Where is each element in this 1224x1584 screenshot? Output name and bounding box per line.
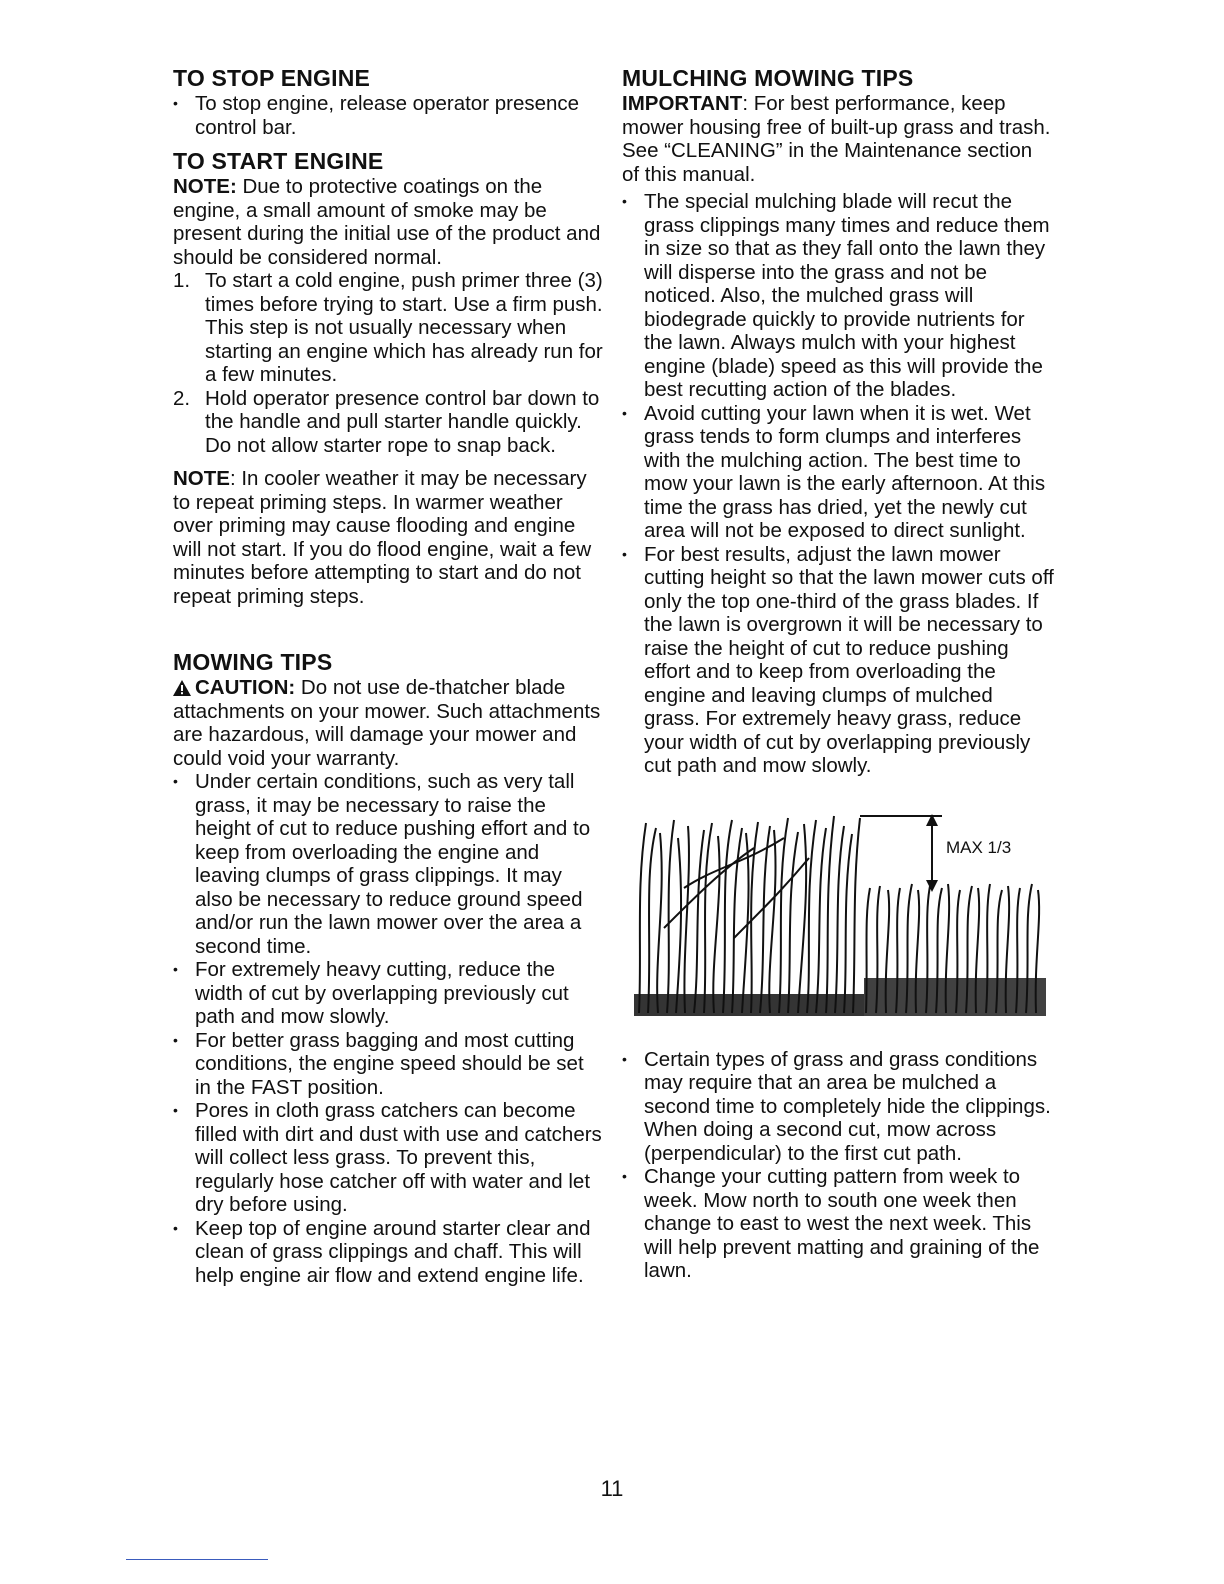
note-label: NOTE: xyxy=(173,175,237,198)
list-item: • Pores in cloth grass catchers can become filled with dirt and dust with use and catchers will collect less grass. To prevent this, regularly hose catcher off with water and let dry before using. xyxy=(173,1099,605,1217)
heading-mulching-tips: MULCHING MOWING TIPS xyxy=(622,65,914,91)
important-paragraph xyxy=(622,92,1054,186)
left-column xyxy=(173,64,605,1287)
note-label: NOTE xyxy=(173,467,230,490)
mulching-tips-list-continued xyxy=(622,1048,1054,1283)
list-item: • Keep top of engine around starter clear and clean of grass clippings and chaff. This will help engine air flow and extend engine life. xyxy=(173,1217,605,1288)
step-text: To start a cold engine, push primer three (3) times before trying to start. Use a firm push. This step is not usually necessary when starting an engine which has already run for a few minutes. xyxy=(205,269,603,386)
note-paragraph xyxy=(173,467,605,608)
mowing-tips-list xyxy=(173,770,605,1287)
list-item: • To stop engine, release operator presence control bar. xyxy=(173,92,605,139)
mulching-tips-list xyxy=(622,190,1054,778)
step-text: Hold operator presence control bar down to the handle and pull starter handle quickly. Do not allow starter rope to snap back. xyxy=(205,386,600,457)
step-number: 1. xyxy=(173,269,191,292)
caution-text: Do not use de-thatcher blade attachments on your mower. Such attachments are hazardous, will damage your mower and could void your warranty. xyxy=(173,676,601,770)
list-item: • Change your cutting pattern from week to week. Mow north to south one week then change to east to west the next week. This will help prevent matting and graining of the lawn. xyxy=(622,1165,1054,1283)
list-item: • For extremely heavy cutting, reduce the width of cut by overlapping previously cut path and mow slowly. xyxy=(173,958,605,1029)
heading-start-engine: TO START ENGINE xyxy=(173,148,384,174)
warning-icon xyxy=(173,680,191,696)
caution-label: CAUTION: xyxy=(195,676,296,699)
stop-engine-list xyxy=(173,92,605,139)
list-item: • The special mulching blade will recut the grass clippings many times and reduce them in size so that as they fall onto the lawn they will disperse into the grass and not be noticed. Also, the mulched grass will biodegrade quickly to provide nutrients for the lawn. Always mulch with your highest engine (blade) speed as this will provide the best recutting action of the blades. xyxy=(622,190,1054,402)
section-start-engine xyxy=(173,147,605,608)
max-height-label: MAX 1/3 xyxy=(946,837,1012,857)
list-item: • Under certain conditions, such as very tall grass, it may be necessary to raise the height of cut to reduce pushing effort and to keep from overloading the engine and leaving clumps of grass clippings. It may also be necessary to reduce ground speed and/or run the lawn mower over the area a second time. xyxy=(173,770,605,958)
list-item xyxy=(173,269,605,387)
note-text: : In cooler weather it may be necessary to repeat priming steps. In warmer weather over priming may cause flooding and engine will not start. If you do flood engine, wait a few minutes before attempting to start and do not repeat priming steps. xyxy=(173,467,592,608)
note-text: Due to protective coatings on the engine, a small amount of smoke may be present during the initial use of the product and should be considered normal. xyxy=(173,175,601,269)
step-number: 2. xyxy=(173,386,191,410)
scan-underline xyxy=(126,1559,268,1560)
heading-mowing-tips: MOWING TIPS xyxy=(173,649,333,675)
section-mowing-tips xyxy=(173,648,605,1287)
grass-height-illustration xyxy=(634,808,1046,1018)
important-text: : For best performance, keep mower housing free of built-up grass and trash. See “CLEANING” in the Maintenance section of this manual. xyxy=(622,92,1051,186)
important-label: IMPORTANT xyxy=(622,92,743,115)
list-item: • Avoid cutting your lawn when it is wet. Wet grass tends to form clumps and interferes with the mulching action. The best time to mow your lawn is the early afternoon. At this time the grass has dried, yet the newly cut area will not be exposed to direct sunlight. xyxy=(622,402,1054,543)
section-stop-engine xyxy=(173,64,605,139)
list-item: • For best results, adjust the lawn mower cutting height so that the lawn mower cuts off only the top one-third of the grass blades. If the lawn is overgrown it will be necessary to raise the height of cut to reduce pushing effort and to keep from overloading the engine and leaving clumps of mulched grass. For extremely heavy grass, reduce your width of cut by overlapping previously cut path and mow slowly. xyxy=(622,543,1054,778)
start-steps-list xyxy=(173,269,605,457)
right-column xyxy=(622,64,1054,1283)
tall-grass xyxy=(639,816,860,1013)
list-item: • Certain types of grass and grass conditions may require that an area be mulched a second time to completely hide the clippings. When doing a second cut, mow across (perpendicular) to the first cut path. xyxy=(622,1048,1054,1166)
page-number: 11 xyxy=(600,1476,624,1501)
caution-paragraph xyxy=(173,676,605,770)
section-mulching-tips xyxy=(622,64,1054,1283)
list-item xyxy=(173,387,605,458)
heading-stop-engine: TO STOP ENGINE xyxy=(173,65,371,91)
note-paragraph xyxy=(173,175,605,269)
list-item: • For better grass bagging and most cutting conditions, the engine speed should be set in the FAST position. xyxy=(173,1029,605,1100)
